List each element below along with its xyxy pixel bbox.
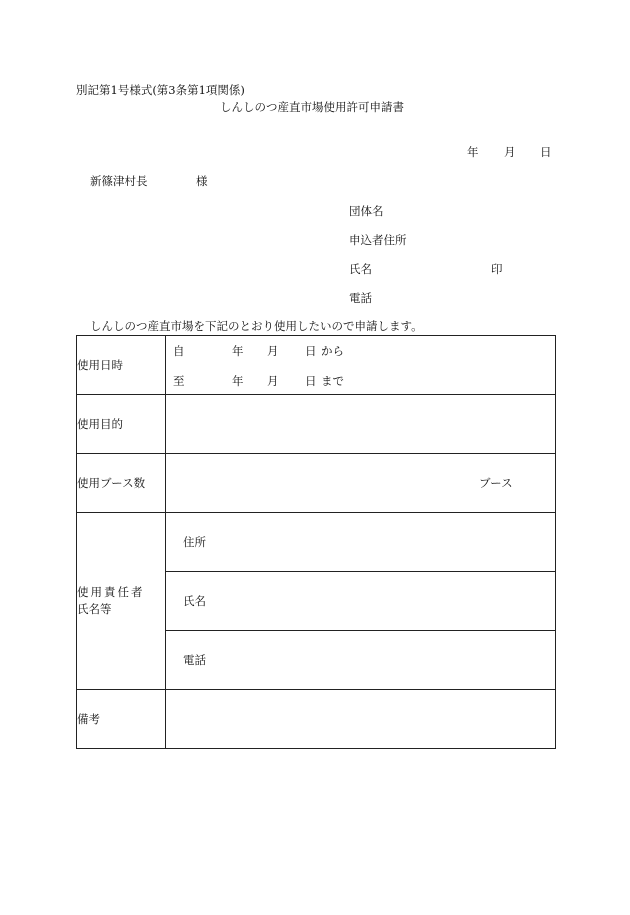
seal-label: 印 (491, 262, 503, 276)
responsible-name-field[interactable] (166, 572, 556, 631)
usage-datetime-label: 使用日時 (77, 336, 166, 395)
responsible-address-field[interactable] (166, 513, 556, 572)
booth-count-row (77, 454, 556, 513)
applicant-group-name-label: 団体名 (349, 204, 384, 218)
intro-text: しんしのつ産直市場を下記のとおり使用したいので申請します。 (90, 319, 423, 333)
to-day-label: 日 (305, 374, 317, 388)
responsible-person-label (77, 513, 166, 690)
responsible-label-line2: 氏名等 (77, 602, 112, 616)
recipient-name: 新篠津村長 (90, 174, 148, 188)
usage-datetime-row (77, 336, 556, 395)
to-suffix: まで (321, 374, 344, 388)
purpose-label: 使用目的 (77, 395, 166, 454)
from-prefix: 自 (173, 344, 185, 358)
date-year-label: 年 (467, 145, 479, 159)
form-number: 別記第1号様式(第3条第1項関係) (76, 83, 245, 97)
purpose-field[interactable] (166, 395, 556, 454)
applicant-name-label: 氏名 (349, 262, 372, 276)
to-prefix: 至 (173, 374, 185, 388)
responsible-phone-field[interactable] (166, 631, 556, 690)
from-year-label: 年 (232, 344, 244, 358)
to-month-label: 月 (267, 374, 279, 388)
applicant-address-label: 申込者住所 (349, 233, 407, 247)
application-table (76, 335, 556, 749)
from-month-label: 月 (267, 344, 279, 358)
responsible-address-label: 住所 (183, 535, 206, 549)
document-title: しんしのつ産直市場使用許可申請書 (220, 100, 404, 114)
remarks-row (77, 690, 556, 749)
booth-count-label: 使用ブース数 (77, 454, 166, 513)
to-year-label: 年 (232, 374, 244, 388)
from-day-label: 日 (305, 344, 317, 358)
responsible-label-line1: 使用責任者 (77, 585, 145, 600)
booth-count-field[interactable] (166, 454, 556, 513)
usage-datetime-field[interactable] (166, 336, 556, 395)
purpose-row (77, 395, 556, 454)
from-suffix: から (321, 344, 344, 358)
responsible-phone-label: 電話 (183, 653, 206, 667)
responsible-address-row (77, 513, 556, 572)
date-day-label: 日 (540, 145, 552, 159)
date-month-label: 月 (504, 145, 516, 159)
remarks-field[interactable] (166, 690, 556, 749)
recipient-honorific: 様 (196, 174, 208, 188)
booth-unit: ブース (479, 476, 513, 490)
remarks-label: 備考 (77, 690, 166, 749)
applicant-phone-label: 電話 (349, 291, 372, 305)
responsible-name-label: 氏名 (183, 594, 206, 608)
